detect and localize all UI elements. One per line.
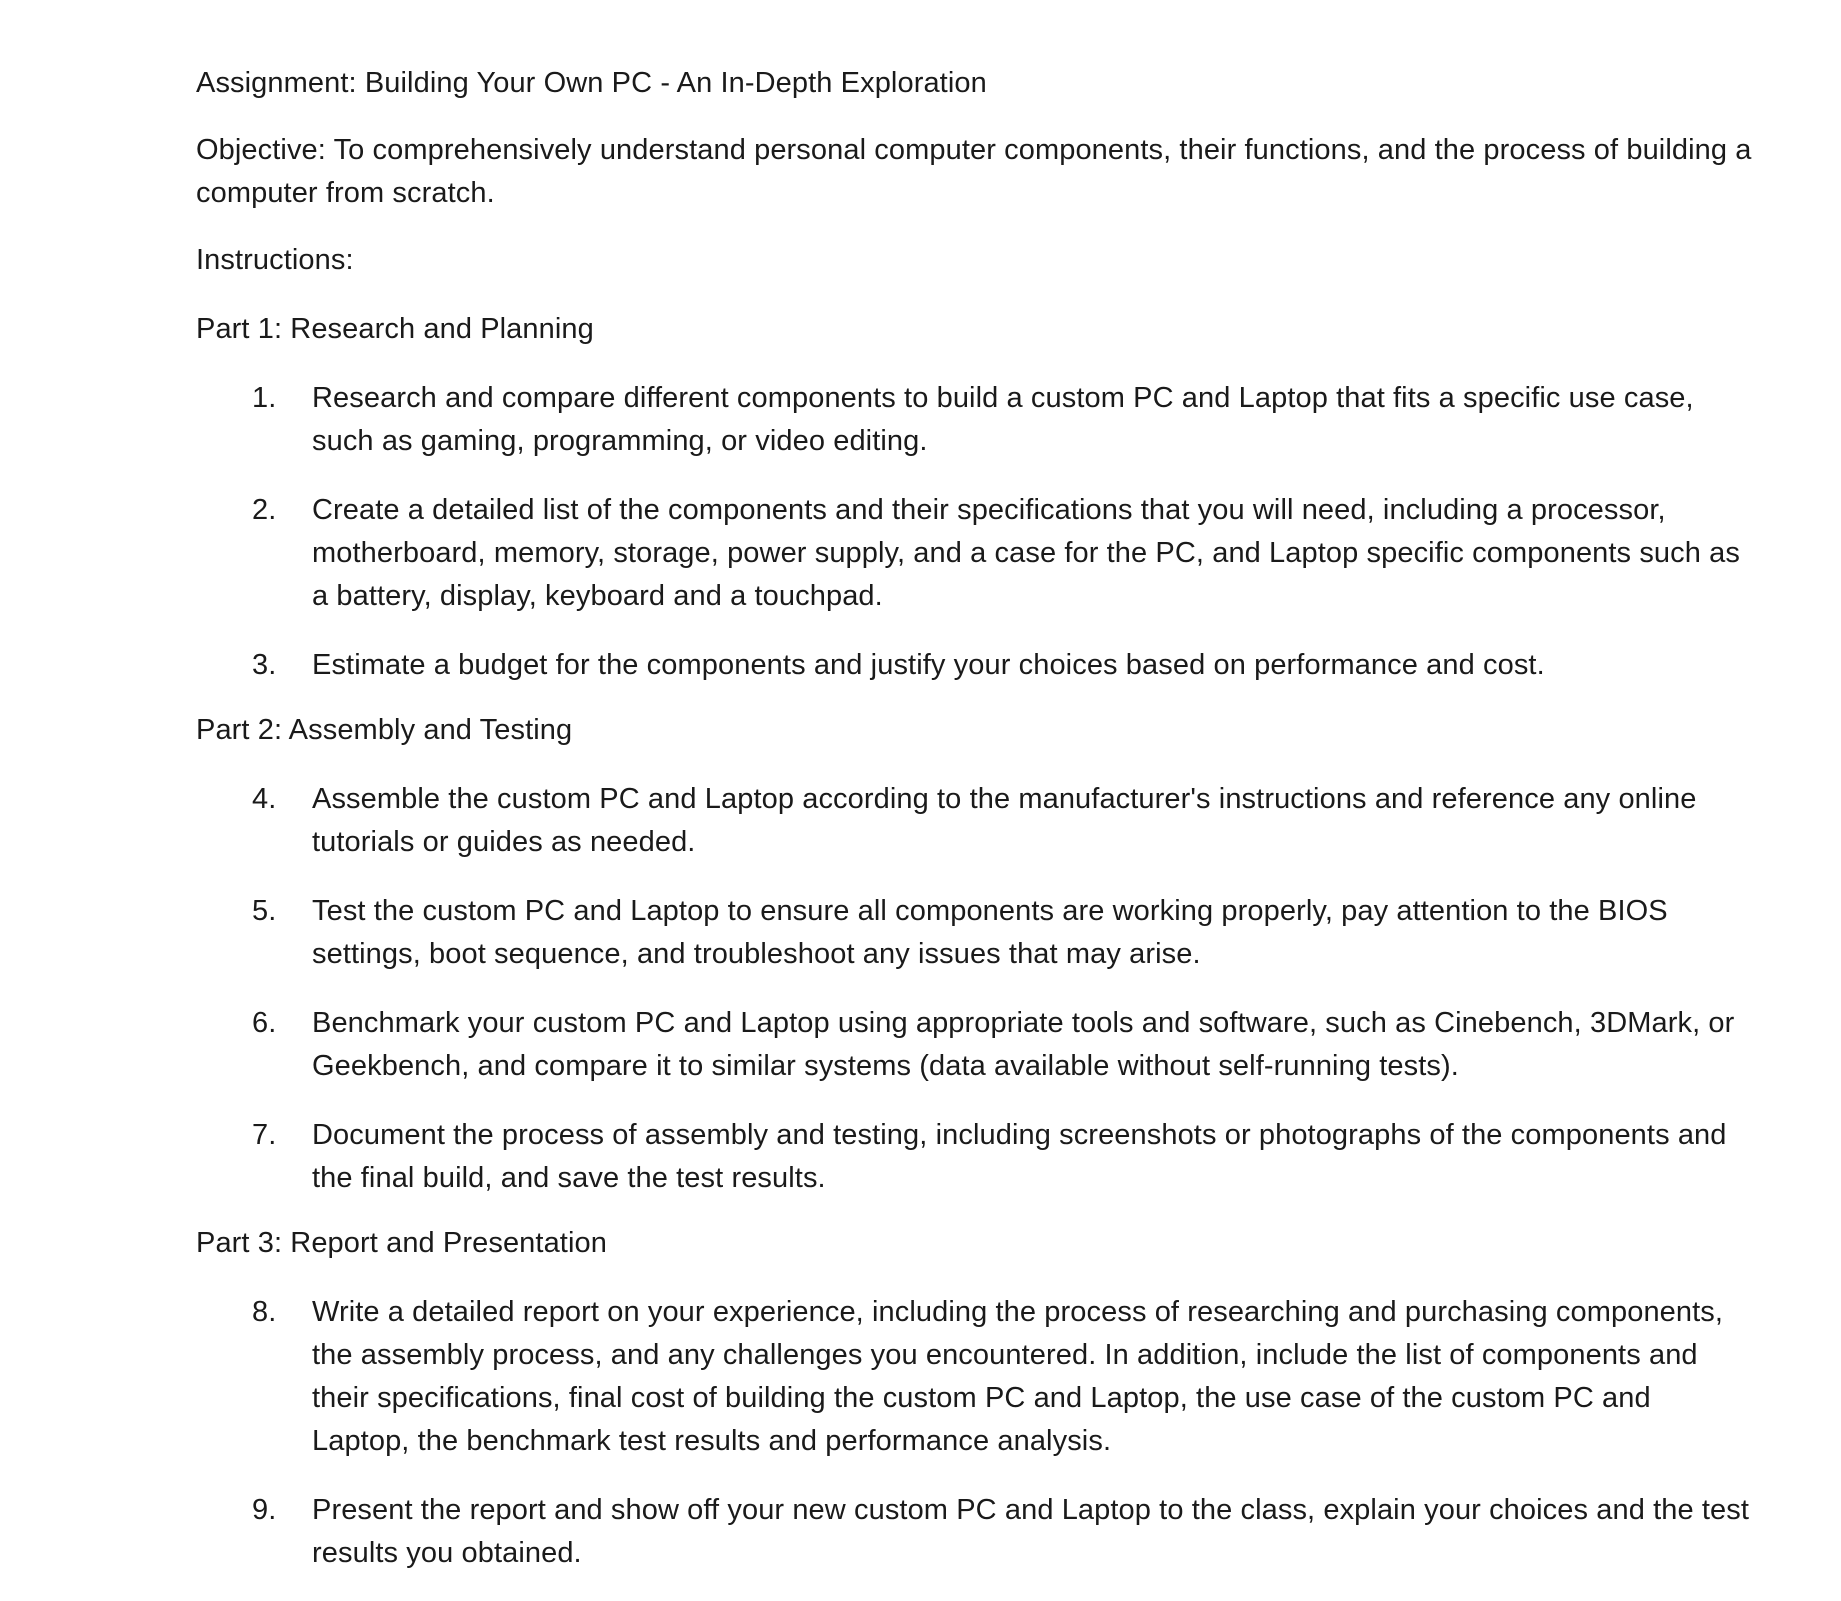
list-item-text: Create a detailed list of the components and their specifications that you will need, including a processor, motherboard, memory, storage, power supply, and a case for the PC, and Laptop specific components such as a battery, display, keyboard and a touchpad. (312, 494, 1740, 612)
list-item-number: 4. (252, 783, 277, 815)
part-2-heading: Part 2: Assembly and Testing (196, 714, 573, 746)
assignment-title: Assignment: Building Your Own PC - An In-Depth Exploration (196, 67, 987, 99)
list-item-text: Benchmark your custom PC and Laptop using appropriate tools and software, such as Cinebench, 3DMark, or Geekbench, and compare it to similar systems (data available without self-running tests). (312, 1007, 1735, 1082)
list-item-number: 5. (252, 895, 277, 927)
list-item (196, 489, 1756, 618)
list-item (196, 644, 1756, 687)
list-item-number: 9. (252, 1494, 277, 1526)
list-item (196, 1114, 1756, 1200)
list-item-text: Test the custom PC and Laptop to ensure all components are working properly, pay attention to the BIOS settings, boot sequence, and troubleshoot any issues that may arise. (312, 895, 1668, 970)
list-item-number: 7. (252, 1119, 277, 1151)
list-item (196, 778, 1756, 864)
list-item-text: Write a detailed report on your experience, including the process of researching and purchasing components, the assembly process, and any challenges you encountered. In addition, include the list of components and their specifications, final cost of building the custom PC and Laptop, the use case of the custom PC and Laptop, the benchmark test results and performance analysis. (312, 1296, 1724, 1457)
list-item-text: Document the process of assembly and testing, including screenshots or photographs of the components and the final build, and save the test results. (312, 1119, 1727, 1194)
list-item-text: Research and compare different components to build a custom PC and Laptop that fits a specific use case, such as gaming, programming, or video editing. (312, 382, 1694, 457)
list-item (196, 377, 1756, 463)
list-item-number: 8. (252, 1296, 277, 1328)
list-item-text: Estimate a budget for the components and justify your choices based on performance and cost. (312, 649, 1545, 681)
list-item-text: Assemble the custom PC and Laptop according to the manufacturer's instructions and reference any online tutorials or guides as needed. (312, 783, 1697, 858)
list-item (196, 1002, 1756, 1088)
list-item-number: 1. (252, 382, 277, 414)
list-item (196, 1489, 1756, 1575)
objective-text: Objective: To comprehensively understand personal computer components, their functions, and the process of building a computer from scratch. (196, 134, 1752, 209)
list-item (196, 1291, 1756, 1463)
instructions-label: Instructions: (196, 244, 354, 276)
list-item (196, 890, 1756, 976)
part-1-heading: Part 1: Research and Planning (196, 313, 594, 345)
list-item-number: 2. (252, 494, 277, 526)
list-item-text: Present the report and show off your new custom PC and Laptop to the class, explain your choices and the test results you obtained. (312, 1494, 1750, 1569)
list-item-number: 3. (252, 649, 277, 681)
list-item-number: 6. (252, 1007, 277, 1039)
part-3-heading: Part 3: Report and Presentation (196, 1227, 607, 1259)
document-page (196, 62, 1756, 1601)
